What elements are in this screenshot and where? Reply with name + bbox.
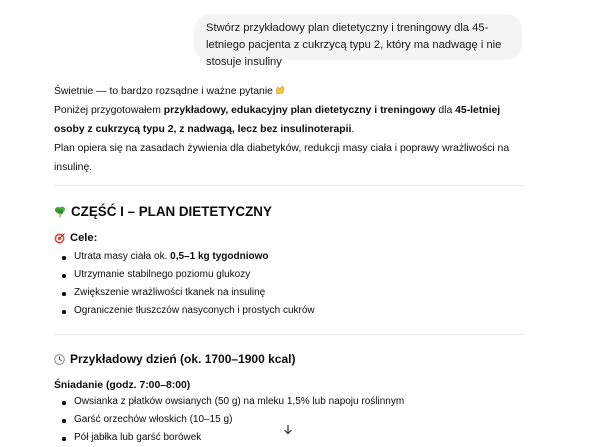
list-item: Pół jabłka lub garść borówek	[60, 429, 404, 447]
scroll-down-button[interactable]	[278, 419, 298, 439]
goal-1-text: Utrata masy ciała ok.	[74, 251, 171, 262]
intro-line-2-part-a: Poniżej przygotowałem	[54, 105, 164, 116]
intro-line-2-part-e: .	[351, 124, 355, 135]
user-message-text: Stwórz przykładowy plan dietetyczny i treningowy dla 45-letniego pacjenta z cukrzycą typu 2, który ma nadwagę i nie stosuje insuliny	[206, 22, 502, 68]
assistant-answer	[54, 82, 529, 177]
day-title: Przykładowy dzień (ok. 1700–1900 kcal)	[70, 352, 296, 366]
divider	[54, 185, 524, 186]
list-item: Zwiększenie wrażliwości tkanek na insulinę	[60, 284, 315, 302]
divider	[54, 334, 524, 335]
intro-line-2	[54, 101, 529, 139]
intro-line-2-bold-a: przykładowy, edukacyjny plan dietetyczny i treningowy	[163, 105, 436, 116]
dart-target-icon	[54, 233, 65, 244]
list-item	[60, 248, 315, 266]
goal-1-bold: 0,5–1 kg tygodniowo	[170, 251, 269, 262]
intro-line-1	[54, 82, 529, 101]
list-item: Owsianka z płatków owsianych (50 g) na mleku 1,5% lub napoju roślinnym	[60, 393, 404, 411]
clock-icon	[54, 354, 65, 365]
broccoli-icon	[54, 206, 66, 218]
breakfast-title: Śniadanie (godz. 7:00–8:00)	[54, 380, 191, 391]
section1-title: CZĘŚĆ I – PLAN DIETETYCZNY	[71, 204, 272, 219]
intro-line-2-part-c: dla	[435, 105, 456, 116]
clapping-hands-icon	[275, 85, 285, 95]
intro-line-3: Plan opiera się na zasadach żywienia dla diabetyków, redukcji masy ciała i poprawy wrażliwości na insulinę.	[54, 143, 510, 173]
intro-line-2-bold-b: 45-letniej osoby z cukrzycą typu 2, z nadwagą, lecz bez insulinoterapii	[54, 105, 501, 135]
goals-list	[60, 248, 315, 320]
goals-heading	[54, 232, 97, 244]
list-item: Garść orzechów włoskich (10–15 g)	[60, 411, 404, 429]
day-heading	[54, 352, 295, 366]
arrow-down-icon	[283, 424, 293, 435]
intro-line-1-text: Świetnie — to bardzo rozsądne i ważne pytanie	[54, 86, 273, 97]
user-message-bubble	[194, 14, 522, 68]
list-item: Utrzymanie stabilnego poziomu glukozy	[60, 266, 315, 284]
goals-title: Cele:	[70, 232, 98, 244]
breakfast-list	[60, 393, 404, 447]
list-item: Ograniczenie tłuszczów nasyconych i prostych cukrów	[60, 302, 315, 320]
section1-heading	[54, 204, 272, 219]
